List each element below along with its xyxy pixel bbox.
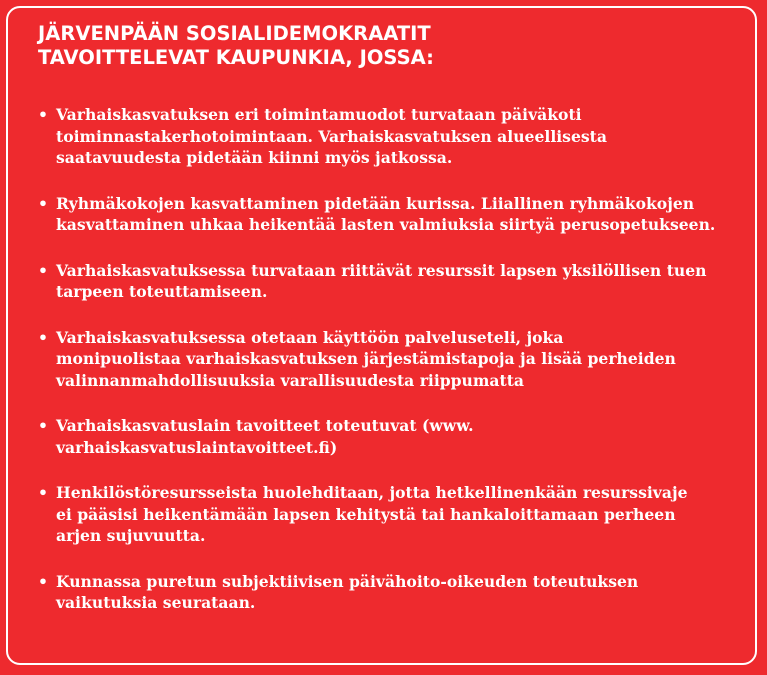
list-item-text-line: Ryhmäkokojen kasvattaminen pidetään kurissa. Liiallinen ryhmäkokojen bbox=[56, 193, 695, 213]
list-item-text-line: toiminnastakerhotoimintaan. Varhaiskasvatuksen alueellisesta bbox=[56, 126, 607, 146]
list-item-text-line: varhaiskasvatuslaintavoitteet.fi) bbox=[56, 437, 338, 457]
list-item-text-line: Kunnassa puretun subjektiivisen päivähoito-oikeuden toteutuksen bbox=[56, 571, 639, 591]
list-item-text-line: Varhaiskasvatuslain tavoitteet toteutuvat (www. bbox=[56, 416, 474, 435]
list-item bbox=[38, 104, 738, 169]
bullet-icon: • bbox=[38, 483, 48, 502]
list-item-text-line: arjen sujuvuutta. bbox=[56, 526, 206, 545]
heading-line-2: TAVOITTELEVAT KAUPUNKIA, JOSSA: bbox=[38, 46, 434, 69]
bullet-icon: • bbox=[38, 193, 48, 213]
list-item-text-line: Henkilöstöresursseista huolehditaan, jotta hetkellinenkään resurssivaje bbox=[56, 483, 688, 502]
list-item-text-line: valinnanmahdollisuuksia varallisuudesta riippumatta bbox=[56, 370, 525, 390]
list-item-text-line: saatavuudesta pidetään kiinni myös jatkossa. bbox=[56, 148, 453, 167]
bullet-icon: • bbox=[38, 327, 48, 347]
bullet-icon: • bbox=[38, 105, 48, 124]
list-item bbox=[38, 415, 738, 458]
list-item-text-line: tarpeen toteuttamiseen. bbox=[56, 282, 268, 301]
bullet-icon: • bbox=[38, 260, 48, 280]
list-item-text-line: vaikutuksia seurataan. bbox=[56, 593, 256, 612]
list-item-text-line: kasvattaminen uhkaa heikentää lasten valmiuksia siirtyä perusopetukseen. bbox=[56, 215, 716, 234]
list-item-text-line: Varhaiskasvatuksessa turvataan riittävät resurssit lapsen yksilöllisen tuen bbox=[56, 260, 707, 280]
heading-line-1: JÄRVENPÄÄN SOSIALIDEMOKRAATIT bbox=[38, 22, 431, 45]
info-card bbox=[6, 6, 757, 665]
list-item bbox=[38, 327, 738, 392]
list-item bbox=[38, 260, 738, 303]
list-item-text-line: Varhaiskasvatuksessa otetaan käyttöön palveluseteli, joka bbox=[56, 327, 564, 347]
bullet-icon: • bbox=[38, 571, 48, 591]
list-item-text-line: ei pääsisi heikentämään lapsen kehitystä tai hankaloittamaan perheen bbox=[56, 504, 676, 524]
list-item-text-line: Varhaiskasvatuksen eri toimintamuodot turvataan päiväkoti bbox=[56, 105, 582, 124]
goal-list bbox=[38, 104, 738, 638]
list-item bbox=[38, 193, 738, 236]
list-item bbox=[38, 571, 738, 614]
heading bbox=[38, 22, 434, 70]
list-item bbox=[38, 482, 738, 547]
list-item-text-line: monipuolistaa varhaiskasvatuksen järjestämistapoja ja lisää perheiden bbox=[56, 349, 676, 368]
bullet-icon: • bbox=[38, 416, 48, 435]
